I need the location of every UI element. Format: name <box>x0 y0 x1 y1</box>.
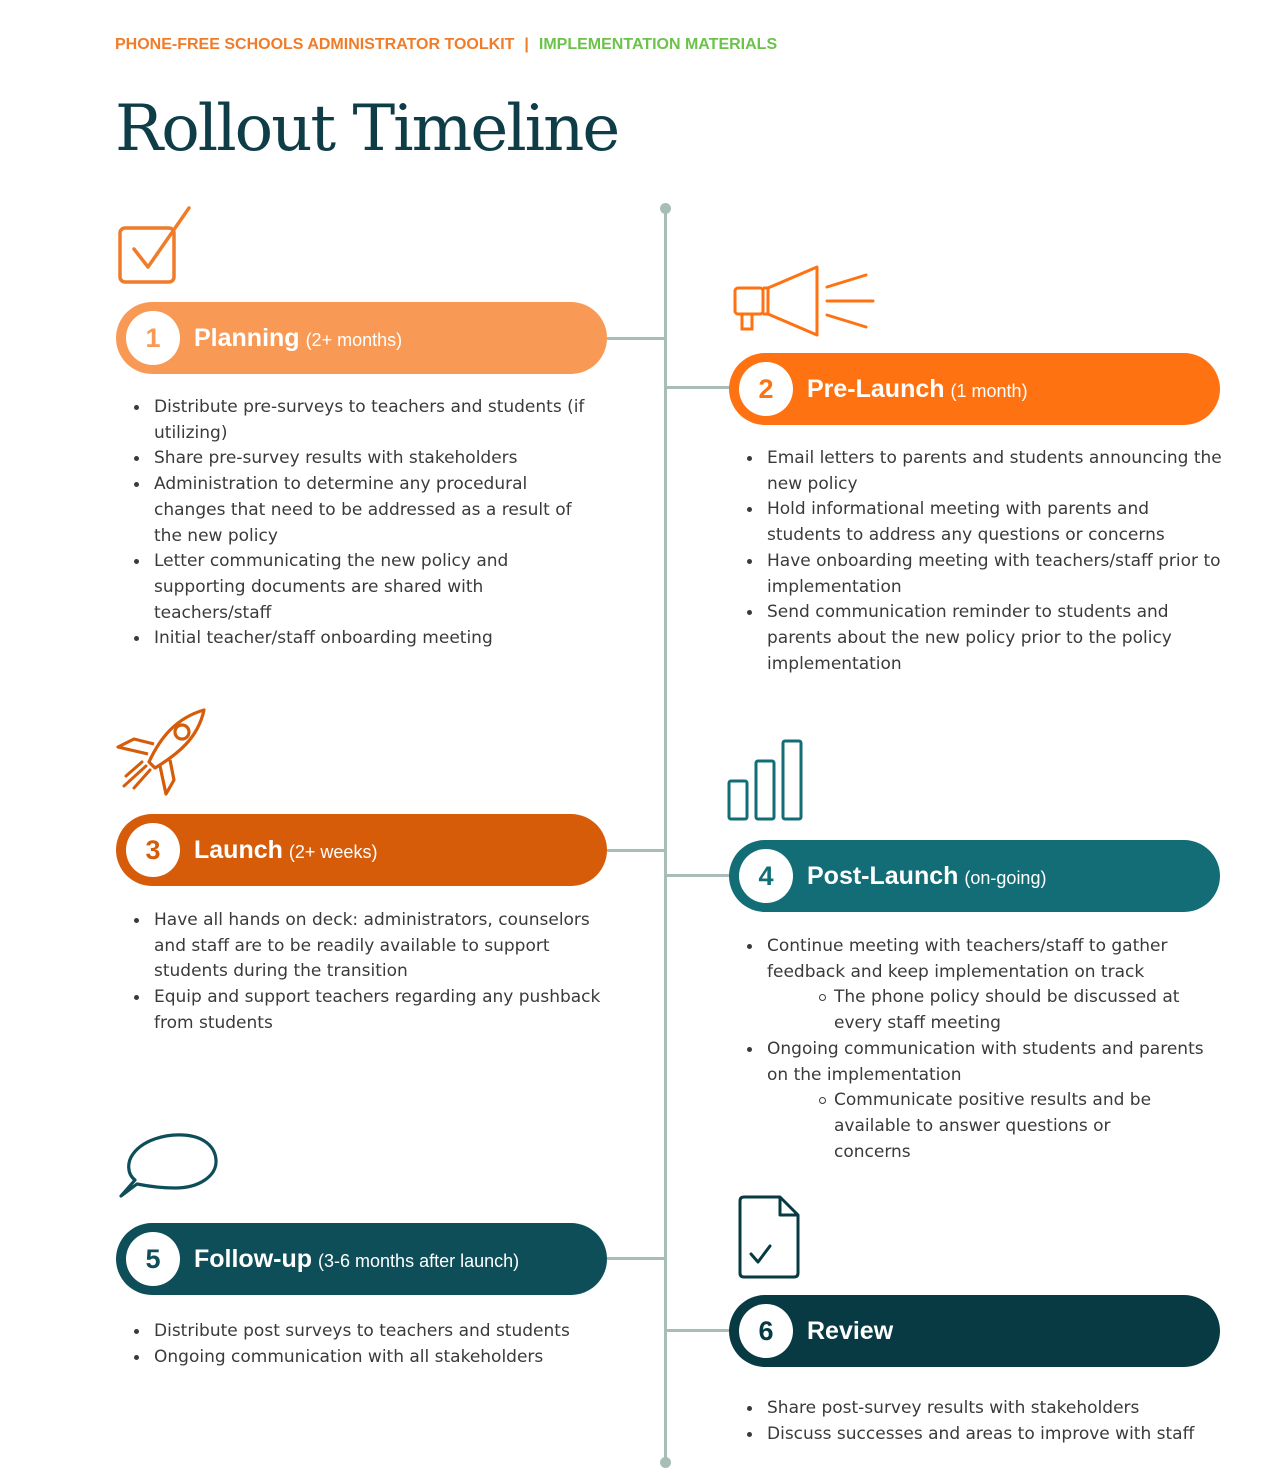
sub-list-item: Communicate positive results and be available to answer questions or concerns <box>834 1088 1154 1165</box>
stage-name: Pre-Launch <box>807 374 945 403</box>
list-item: Hold informational meeting with parents and students to address any questions or concerns <box>767 497 1227 548</box>
stage-number: 2 <box>739 362 793 416</box>
bar-chart-icon <box>724 737 809 827</box>
speech-bubble-icon <box>115 1130 225 1205</box>
list-item: Share post-survey results with stakeholders <box>767 1396 1267 1422</box>
stage-duration: (2+ weeks) <box>288 841 378 862</box>
header-separator: | <box>524 36 529 53</box>
timeline-start-dot <box>660 203 671 214</box>
followup-bullets <box>133 1319 624 1370</box>
list-item <box>767 934 1217 1037</box>
stage-pill-prelaunch <box>729 353 1220 425</box>
list-item: Distribute post surveys to teachers and students <box>154 1319 624 1345</box>
stage-duration: (1 month) <box>950 380 1028 401</box>
stage-number: 6 <box>739 1304 793 1358</box>
list-item: Letter communicating the new policy and supporting documents are shared with teachers/staff <box>154 549 594 626</box>
stage-number: 4 <box>739 849 793 903</box>
connector-prelaunch <box>666 386 730 389</box>
timeline-end-dot <box>660 1457 671 1468</box>
stage-duration: (on-going) <box>964 867 1047 888</box>
connector-followup <box>607 1257 665 1260</box>
planning-bullets <box>133 395 594 652</box>
stage-number: 3 <box>126 823 180 877</box>
list-item: Email letters to parents and students announcing the new policy <box>767 446 1227 497</box>
stage-title <box>807 1317 893 1346</box>
stage-title <box>194 324 402 353</box>
toolkit-label: PHONE-FREE SCHOOLS ADMINISTRATOR TOOLKIT <box>115 36 515 53</box>
stage-title <box>807 862 1046 891</box>
connector-review <box>666 1329 730 1332</box>
stage-name: Launch <box>194 835 283 864</box>
stage-pill-launch <box>116 814 607 886</box>
launch-bullets <box>133 908 614 1037</box>
rocket-icon <box>112 700 212 800</box>
list-item: Have all hands on deck: administrators, counselors and staff are to be readily available to support students during the transition <box>154 908 614 985</box>
list-item <box>767 1037 1217 1166</box>
list-item: Initial teacher/staff onboarding meeting <box>154 626 594 652</box>
megaphone-icon <box>730 263 880 343</box>
list-item: Share pre-survey results with stakeholders <box>154 446 594 472</box>
stage-title <box>807 375 1028 404</box>
list-item: Administration to determine any procedural changes that need to be addressed as a result of the new policy <box>154 472 594 549</box>
stage-duration: (2+ months) <box>305 329 403 350</box>
stage-number: 1 <box>126 311 180 365</box>
connector-postlaunch <box>666 874 730 877</box>
stage-pill-planning <box>116 302 607 374</box>
stage-name: Review <box>807 1316 894 1345</box>
header-breadcrumb <box>115 36 777 54</box>
list-item: Equip and support teachers regarding any pushback from students <box>154 985 614 1036</box>
stage-pill-postlaunch <box>729 840 1220 912</box>
stage-title <box>194 1245 519 1274</box>
checkbox-icon <box>112 203 197 288</box>
list-item: Discuss successes and areas to improve with staff <box>767 1422 1267 1448</box>
stage-name: Follow-up <box>194 1244 313 1273</box>
list-item-text: Ongoing communication with students and parents on the implementation <box>767 1038 1204 1085</box>
stage-duration: (3-6 months after launch) <box>318 1250 520 1271</box>
stage-pill-followup <box>116 1223 607 1295</box>
timeline-line <box>664 208 667 1463</box>
list-item: Ongoing communication with all stakeholders <box>154 1345 624 1371</box>
prelaunch-bullets <box>746 446 1227 677</box>
sub-list <box>767 985 1217 1036</box>
connector-planning <box>607 337 665 340</box>
stage-number: 5 <box>126 1232 180 1286</box>
review-bullets <box>746 1396 1267 1447</box>
list-item: Have onboarding meeting with teachers/staff prior to implementation <box>767 549 1227 600</box>
section-label: IMPLEMENTATION MATERIALS <box>538 36 778 53</box>
postlaunch-bullets <box>746 934 1217 1165</box>
connector-launch <box>607 849 665 852</box>
list-item: Send communication reminder to students and parents about the new policy prior to the policy implementation <box>767 600 1227 677</box>
document-check-icon <box>735 1193 805 1283</box>
sub-list-item: The phone policy should be discussed at every staff meeting <box>834 985 1204 1036</box>
stage-name: Planning <box>194 323 300 352</box>
stage-pill-review <box>729 1295 1220 1367</box>
page-title: Rollout Timeline <box>115 92 619 166</box>
stage-name: Post-Launch <box>807 861 959 890</box>
stage-title <box>194 836 377 865</box>
list-item: Distribute pre-surveys to teachers and students (if utilizing) <box>154 395 594 446</box>
list-item-text: Continue meeting with teachers/staff to gather feedback and keep implementation on track <box>767 936 1168 982</box>
sub-list <box>767 1088 1217 1165</box>
